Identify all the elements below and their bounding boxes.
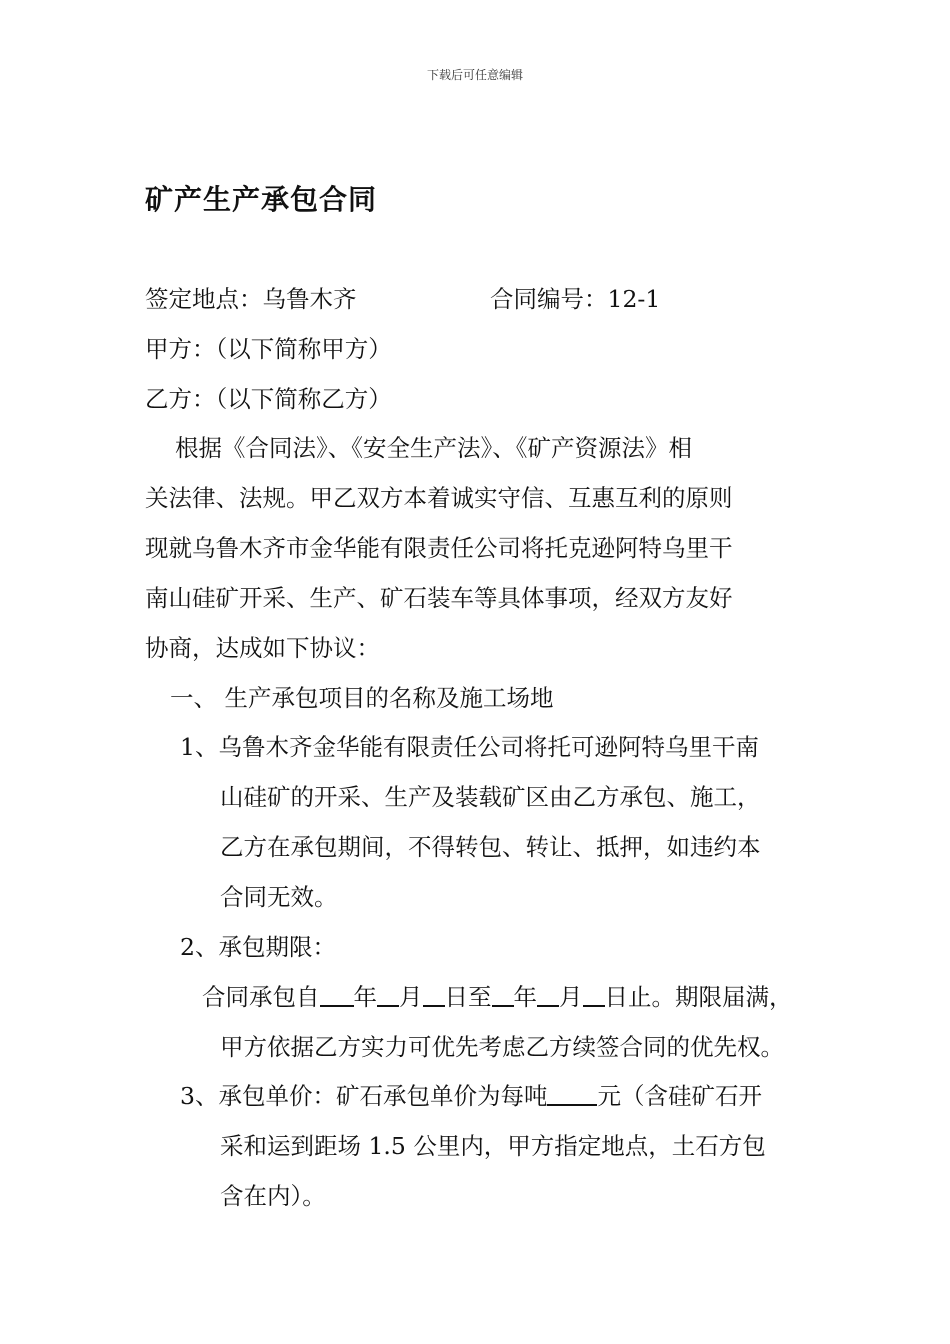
end-month-blank bbox=[537, 1004, 559, 1007]
preamble-line-2: 关法律、法规。甲乙双方本着诚实守信、互惠互利的原则 bbox=[145, 484, 733, 512]
contract-number: 合同编号：12-1 bbox=[490, 285, 661, 313]
item-3-line-3: 含在内）。 bbox=[220, 1182, 326, 1210]
item-2-line-1 bbox=[202, 982, 793, 1012]
signing-place: 签定地点：乌鲁木齐 bbox=[145, 285, 357, 313]
preamble-line-4: 南山硅矿开采、生产、矿石装车等具体事项，经双方友好 bbox=[145, 584, 733, 612]
item-1-line-2: 山硅矿的开采、生产及装载矿区由乙方承包、施工， bbox=[220, 783, 761, 811]
term-month-label: 月 bbox=[399, 983, 423, 1011]
term-day-to-label: 日至 bbox=[444, 983, 492, 1011]
item-2-heading: 2、承包期限： bbox=[180, 933, 336, 961]
item-3-line-2: 采和运到距场 1.5 公里内，甲方指定地点，土石方包 bbox=[220, 1132, 766, 1160]
unit-price-suffix: 元（含硅矿石开 bbox=[597, 1082, 762, 1110]
preamble-line-3: 现就乌鲁木齐市金华能有限责任公司将托克逊阿特乌里干 bbox=[145, 534, 733, 562]
term-end-year-label: 年 bbox=[513, 983, 537, 1011]
start-month-blank bbox=[377, 1004, 399, 1007]
start-day-blank bbox=[423, 1004, 445, 1007]
document-title: 矿产生产承包合同 bbox=[145, 183, 378, 216]
end-day-blank bbox=[583, 1004, 605, 1007]
preamble-line-1: 根据《合同法》、《安全生产法》、《矿产资源法》相 bbox=[175, 434, 692, 462]
party-b: 乙方：（以下简称乙方） bbox=[145, 385, 392, 413]
start-year-blank bbox=[320, 1004, 354, 1007]
item-3-line-1 bbox=[180, 1081, 762, 1111]
party-a: 甲方：（以下简称甲方） bbox=[145, 335, 392, 363]
item-1-line-4: 合同无效。 bbox=[220, 883, 338, 911]
end-year-blank bbox=[492, 1004, 514, 1007]
unit-price-text: 3、承包单价：矿石承包单价为每吨 bbox=[180, 1082, 548, 1110]
term-text-end: 日止。期限届满， bbox=[604, 983, 793, 1011]
term-text-start: 合同承包自 bbox=[202, 983, 320, 1011]
term-end-month-label: 月 bbox=[559, 983, 583, 1011]
item-1-line-1: 1、乌鲁木齐金华能有限责任公司将托可逊阿特乌里干南 bbox=[180, 733, 759, 761]
preamble-line-5: 协商，达成如下协议： bbox=[145, 634, 380, 662]
unit-price-blank bbox=[547, 1103, 597, 1106]
section-1-heading: 一、 生产承包项目的名称及施工场地 bbox=[170, 684, 554, 712]
term-year-label: 年 bbox=[353, 983, 377, 1011]
header-note: 下载后可任意编辑 bbox=[426, 68, 523, 82]
item-1-line-3: 乙方在承包期间，不得转包、转让、抵押，如违约本 bbox=[220, 833, 761, 861]
item-2-line-2: 甲方依据乙方实力可优先考虑乙方续签合同的优先权。 bbox=[220, 1033, 784, 1061]
